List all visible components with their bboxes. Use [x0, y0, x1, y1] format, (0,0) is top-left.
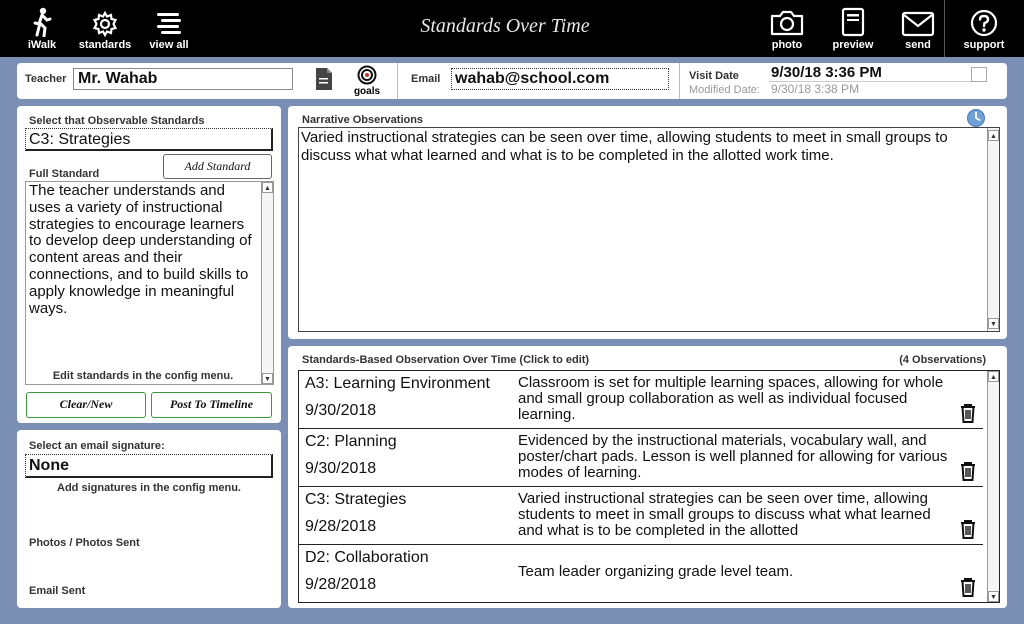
standards-panel [17, 106, 281, 423]
observation-row[interactable] [299, 545, 983, 603]
observation-text: Varied instructional strategies can be seen over time, allowing students to meet in small groups to discuss what what learned and what is to be completed in the allotted [518, 491, 931, 539]
full-standard-scrollbar[interactable] [261, 182, 273, 384]
header-divider [397, 63, 398, 99]
narrative-textarea[interactable] [298, 127, 1000, 332]
narrative-text: Varied instructional strategies can be seen over time, allowing students to meet in small groups to discuss what what learned and what is to be completed in the allotted work time. [301, 129, 948, 164]
date-picker-toggle[interactable] [971, 67, 987, 82]
app-title: Standards Over Time [420, 15, 590, 37]
narrative-panel [288, 106, 1007, 339]
observations-label: Standards-Based Observation Over Time (Click to edit) [302, 354, 590, 366]
email-label: Email [411, 73, 441, 85]
iwalk-label: iWalk [27, 39, 57, 51]
notes-doc-icon[interactable] [315, 67, 333, 96]
observation-standard: C2: Planning [305, 433, 397, 450]
teacher-field[interactable]: Mr. Wahab [73, 68, 293, 90]
photo-label: photo [771, 39, 803, 51]
header-panel [17, 63, 1007, 99]
visit-date-label: Visit Date [689, 70, 739, 82]
observations-count: (4 Observations) [899, 354, 986, 366]
observation-row[interactable] [299, 371, 983, 429]
standard-select[interactable]: C3: Strategies [25, 128, 273, 151]
add-signatures-hint: Add signatures in the config menu. [57, 482, 241, 494]
header-divider-2 [679, 63, 680, 99]
envelope-icon [901, 11, 935, 37]
goals-label: goals [353, 86, 381, 97]
trash-icon[interactable] [959, 519, 977, 544]
observation-standard: D2: Collaboration [305, 549, 429, 566]
email-sent-label: Email Sent [29, 585, 86, 597]
support-label: support [963, 39, 1005, 51]
trash-icon[interactable] [959, 461, 977, 486]
top-toolbar [0, 0, 1024, 57]
select-standard-label: Select that Observable Standards [29, 115, 205, 127]
modified-date-label: Modified Date: [689, 84, 760, 96]
view-all-button[interactable] [146, 0, 192, 57]
send-label: send [905, 39, 931, 51]
scroll-up-arrow[interactable]: ▲ [988, 130, 999, 141]
add-standard-button[interactable]: Add Standard [163, 154, 272, 179]
observation-row[interactable] [299, 429, 983, 487]
help-icon [970, 9, 998, 37]
trash-icon[interactable] [959, 577, 977, 602]
observation-standard: A3: Learning Environment [305, 375, 490, 392]
teacher-label: Teacher [25, 73, 67, 85]
clear-new-button[interactable]: Clear/New [26, 392, 146, 418]
full-standard-text: The teacher understands and uses a variety of instructional strategies to encourage learners to develop deep understanding of content areas and their connections, and to build skills to apply knowledge in meaningful ways. [29, 182, 252, 317]
observation-date: 9/28/2018 [305, 518, 377, 535]
scroll-up-arrow[interactable]: ▲ [988, 371, 999, 382]
camera-icon [769, 9, 805, 37]
preview-label: preview [832, 39, 874, 51]
toolbar-divider [944, 0, 945, 57]
iwalk-button[interactable] [22, 0, 62, 57]
gear-icon [92, 11, 118, 37]
observation-text: Classroom is set for multiple learning spaces, allowing for whole and small group collaboration as well as individual focused learning. [518, 375, 944, 423]
standards-button[interactable] [74, 0, 136, 57]
observation-text: Evidenced by the instructional materials, vocabulary wall, and poster/chart pads. Lesson is well planned for allowing for various modes of learning. [518, 433, 948, 481]
narrative-scrollbar[interactable] [987, 128, 999, 331]
observations-panel [288, 346, 1007, 608]
signature-panel [17, 430, 281, 608]
observations-scrollbar[interactable] [987, 371, 999, 602]
document-icon [841, 7, 865, 37]
edit-standards-hint: Edit standards in the config menu. [52, 370, 234, 382]
full-standard-box[interactable] [25, 181, 274, 385]
observation-standard: C3: Strategies [305, 491, 407, 508]
walking-person-icon [31, 7, 53, 37]
full-standard-label: Full Standard [29, 168, 100, 180]
post-to-timeline-button[interactable]: Post To Timeline [151, 392, 272, 418]
observations-list [298, 370, 1000, 603]
standards-label: standards [78, 39, 132, 51]
observation-date: 9/30/2018 [305, 460, 377, 477]
scroll-up-arrow[interactable]: ▲ [262, 182, 273, 193]
target-icon [356, 65, 378, 85]
trash-icon[interactable] [959, 403, 977, 428]
observation-text: Team leader organizing grade level team. [518, 564, 794, 580]
send-button[interactable] [898, 0, 938, 57]
visit-date-field[interactable]: 9/30/18 3:36 PM [769, 65, 987, 82]
observation-date: 9/30/2018 [305, 402, 377, 419]
observation-date: 9/28/2018 [305, 576, 377, 593]
observation-row[interactable] [299, 487, 983, 545]
signature-label: Select an email signature: [29, 440, 165, 452]
view-all-label: view all [149, 39, 189, 51]
list-icon [155, 11, 183, 37]
goals-button[interactable] [349, 65, 385, 97]
scroll-down-arrow[interactable]: ▼ [988, 318, 999, 329]
signature-select[interactable]: None [25, 454, 273, 478]
narrative-label: Narrative Observations [302, 114, 424, 126]
preview-button[interactable] [828, 0, 878, 57]
modified-date-value: 9/30/18 3:38 PM [771, 82, 860, 96]
photo-button[interactable] [766, 0, 808, 57]
scroll-down-arrow[interactable]: ▼ [262, 373, 273, 384]
email-field[interactable]: wahab@school.com [451, 68, 669, 90]
support-button[interactable] [958, 0, 1010, 57]
scroll-down-arrow[interactable]: ▼ [988, 591, 999, 602]
photos-sent-label: Photos / Photos Sent [29, 537, 140, 549]
